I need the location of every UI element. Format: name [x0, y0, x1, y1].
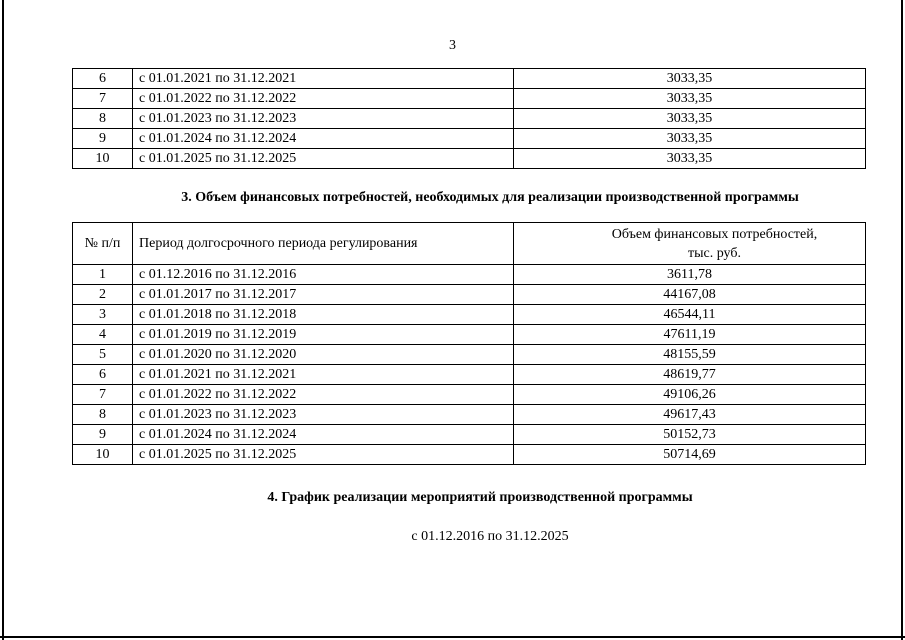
- financial-needs-table-body: [73, 265, 866, 465]
- table-row: [73, 265, 866, 285]
- header-value-line-1: Объем финансовых потребностей,: [611, 226, 818, 242]
- row-value: 44167,08: [514, 285, 866, 305]
- row-number: 6: [73, 365, 133, 385]
- section-3-title: 3. Объем финансовых потребностей, необходимых для реализации производственной программы: [181, 190, 799, 205]
- header-period: Период долгосрочного периода регулирования: [133, 223, 514, 265]
- row-number: 2: [73, 285, 133, 305]
- table-row: [73, 405, 866, 425]
- row-value: 3033,35: [514, 149, 866, 169]
- table-row: [73, 445, 866, 465]
- row-value: 3611,78: [514, 265, 866, 285]
- row-period: с 01.01.2021 по 31.12.2021: [133, 69, 514, 89]
- row-number: 4: [73, 325, 133, 345]
- financial-needs-table: [72, 222, 866, 465]
- row-number: 9: [73, 129, 133, 149]
- row-value: 3033,35: [514, 69, 866, 89]
- row-period: с 01.01.2018 по 31.12.2018: [133, 305, 514, 325]
- table-row: [73, 285, 866, 305]
- row-value: 49106,26: [514, 385, 866, 405]
- table-row: [73, 129, 866, 149]
- row-number: 9: [73, 425, 133, 445]
- row-period: с 01.01.2017 по 31.12.2017: [133, 285, 514, 305]
- table-row: [73, 385, 866, 405]
- row-period: с 01.01.2022 по 31.12.2022: [133, 385, 514, 405]
- table-header-row: [73, 223, 866, 265]
- continued-values-table: [72, 68, 866, 169]
- table-row: [73, 325, 866, 345]
- table-row: [73, 345, 866, 365]
- header-value-line-2: тыс. руб.: [688, 245, 741, 261]
- continued-values-table-body: [73, 69, 866, 169]
- row-number: 7: [73, 385, 133, 405]
- row-period: с 01.01.2024 по 31.12.2024: [133, 129, 514, 149]
- header-value: [514, 223, 866, 265]
- row-period: с 01.01.2023 по 31.12.2023: [133, 109, 514, 129]
- row-period: с 01.01.2021 по 31.12.2021: [133, 365, 514, 385]
- row-period: с 01.01.2019 по 31.12.2019: [133, 325, 514, 345]
- row-value: 48619,77: [514, 365, 866, 385]
- table-row: [73, 109, 866, 129]
- section-4-title: 4. График реализации мероприятий производственной программы: [267, 490, 693, 505]
- row-period: с 01.01.2022 по 31.12.2022: [133, 89, 514, 109]
- row-number: 6: [73, 69, 133, 89]
- row-number: 1: [73, 265, 133, 285]
- row-value: 49617,43: [514, 405, 866, 425]
- table-row: [73, 305, 866, 325]
- row-period: с 01.01.2023 по 31.12.2023: [133, 405, 514, 425]
- table-row: [73, 365, 866, 385]
- row-value: 3033,35: [514, 129, 866, 149]
- row-value: 50714,69: [514, 445, 866, 465]
- header-num: № п/п: [73, 223, 133, 265]
- row-number: 3: [73, 305, 133, 325]
- page-bottom-edge: [0, 636, 905, 638]
- row-period: с 01.01.2025 по 31.12.2025: [133, 445, 514, 465]
- table-row: [73, 89, 866, 109]
- row-number: 10: [73, 149, 133, 169]
- row-number: 7: [73, 89, 133, 109]
- row-number: 10: [73, 445, 133, 465]
- row-number: 5: [73, 345, 133, 365]
- row-value: 47611,19: [514, 325, 866, 345]
- row-value: 48155,59: [514, 345, 866, 365]
- page-number: 3: [449, 38, 456, 53]
- row-period: с 01.01.2025 по 31.12.2025: [133, 149, 514, 169]
- row-value: 3033,35: [514, 109, 866, 129]
- table-row: [73, 149, 866, 169]
- table-row: [73, 69, 866, 89]
- row-value: 50152,73: [514, 425, 866, 445]
- row-period: с 01.01.2024 по 31.12.2024: [133, 425, 514, 445]
- row-period: с 01.01.2020 по 31.12.2020: [133, 345, 514, 365]
- table-row: [73, 425, 866, 445]
- schedule-date-range: с 01.12.2016 по 31.12.2025: [411, 529, 569, 544]
- row-value: 3033,35: [514, 89, 866, 109]
- row-period: с 01.12.2016 по 31.12.2016: [133, 265, 514, 285]
- row-number: 8: [73, 109, 133, 129]
- row-value: 46544,11: [514, 305, 866, 325]
- row-number: 8: [73, 405, 133, 425]
